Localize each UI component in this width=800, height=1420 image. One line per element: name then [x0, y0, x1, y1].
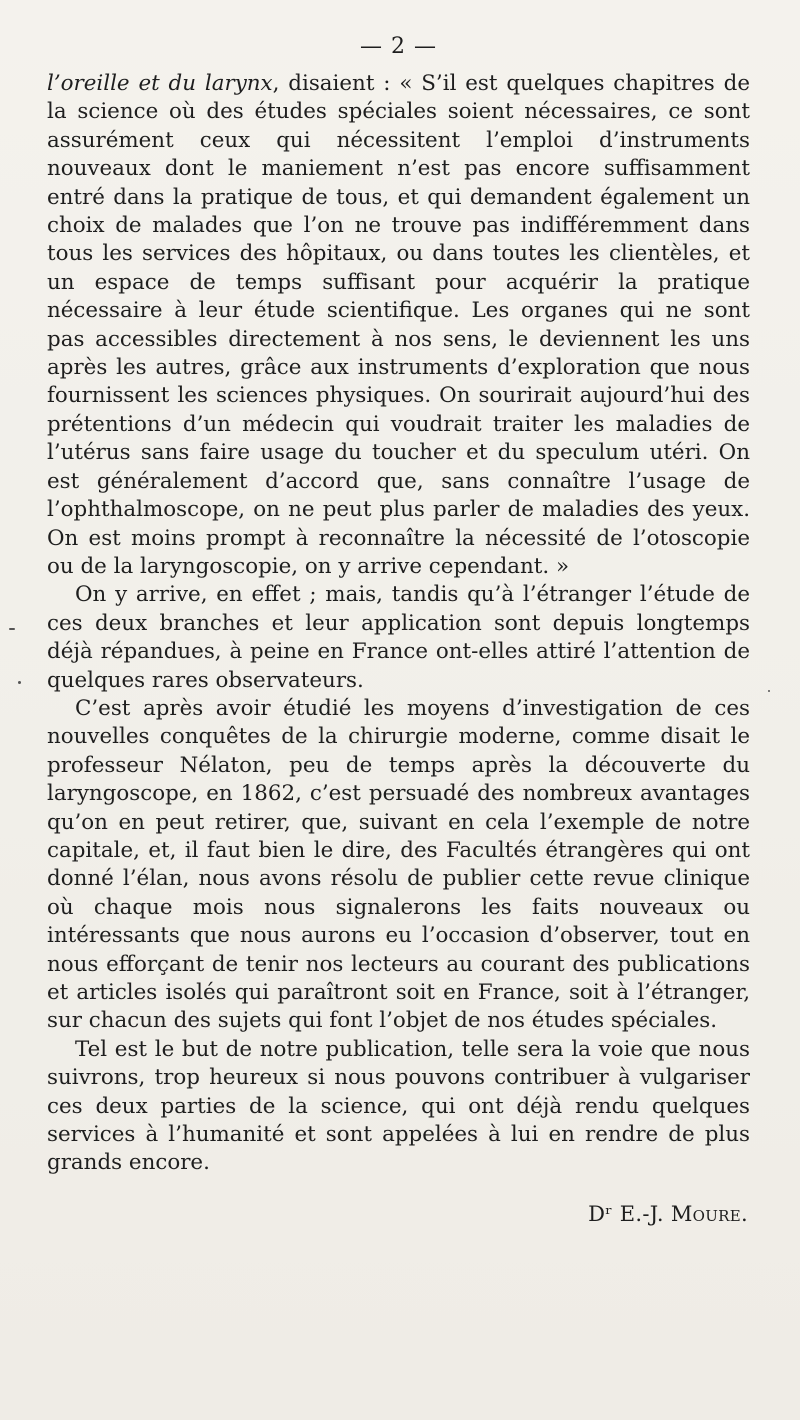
page-number: — 2 —	[360, 34, 437, 59]
speck-mark	[18, 681, 21, 684]
signature-title: Dʳ	[588, 1201, 613, 1226]
body-text	[47, 70, 750, 1178]
paragraph-1	[47, 70, 750, 581]
paragraph-1-text: , disaient : « S’il est quelques chapitres de la science où des études spéciales soient nécessaires, ce sont assurément ceux qui nécessitent l’emploi d’instruments nouveaux dont le maniement n’est pas encore suffisamment entré dans la pratique de tous, et qui demandent également un choix de malades que l’on ne trouve pas indifféremment dans tous les services des hôpitaux, ou dans toutes les clientèles, et un espace de temps suffisant pour acquérir la pratique nécessaire à leur étude scientifique. Les organes qui ne sont pas accessibles directement à nos sens, le deviennent les uns après les autres, grâce aux instruments d’exploration que nous fournissent les sciences physiques. On sourirait aujourd’hui des prétentions d’un médecin qui voudrait traiter les maladies de l’utérus sans faire usage du toucher et du speculum utéri. On est généralement d’accord que, sans connaître l’usage de l’ophthalmoscope, on ne peut plus parler de maladies des yeux. On est moins prompt à reconnaître la nécessité de l’otoscopie ou de la laryngoscopie, on y arrive cependant. »	[47, 71, 750, 579]
paragraph-4: Tel est le but de notre publication, telle sera la voie que nous suivrons, trop heureux si nous pouvons contribuer à vulgariser ces deux parties de la science, qui ont déjà rendu quelques services à l’humanité et sont appelées à lui en rendre de plus grands encore.	[47, 1036, 750, 1176]
signature-name: E.-J. Moure.	[619, 1201, 748, 1226]
signature	[47, 1200, 750, 1228]
paragraph-3: C’est après avoir étudié les moyens d’investigation de ces nouvelles conquêtes de la chirurgie moderne, comme disait le professeur Nélaton, peu de temps après la découverte du laryngoscope, en 1862, c’est persuadé des nombreux avantages qu’on en peut retirer, que, suivant en cela l’exemple de notre capitale, et, il faut bien le dire, des Facultés étrangères qui ont donné l’élan, nous avons résolu de publier cette revue clinique où chaque mois nous signalerons les faits nouveaux ou intéressants que nous aurons eu l’occasion d’observer, tout en nous efforçant de tenir nos lecteurs au courant des publications et articles isolés qui paraîtront soit en France, soit à l’étranger, sur chacun des sujets qui font l’objet de nos études spéciales.	[47, 695, 750, 1034]
speck-mark	[9, 628, 15, 630]
speck-mark	[768, 690, 770, 692]
paragraph-2: On y arrive, en effet ; mais, tandis qu’à l’étranger l’étude de ces deux branches et leur application sont depuis longtemps déjà répandues, à peine en France ont-elles attiré l’attention de quelques rares observateurs.	[47, 582, 750, 693]
paragraph-1-italic-lead: l’oreille et du larynx	[47, 71, 273, 96]
